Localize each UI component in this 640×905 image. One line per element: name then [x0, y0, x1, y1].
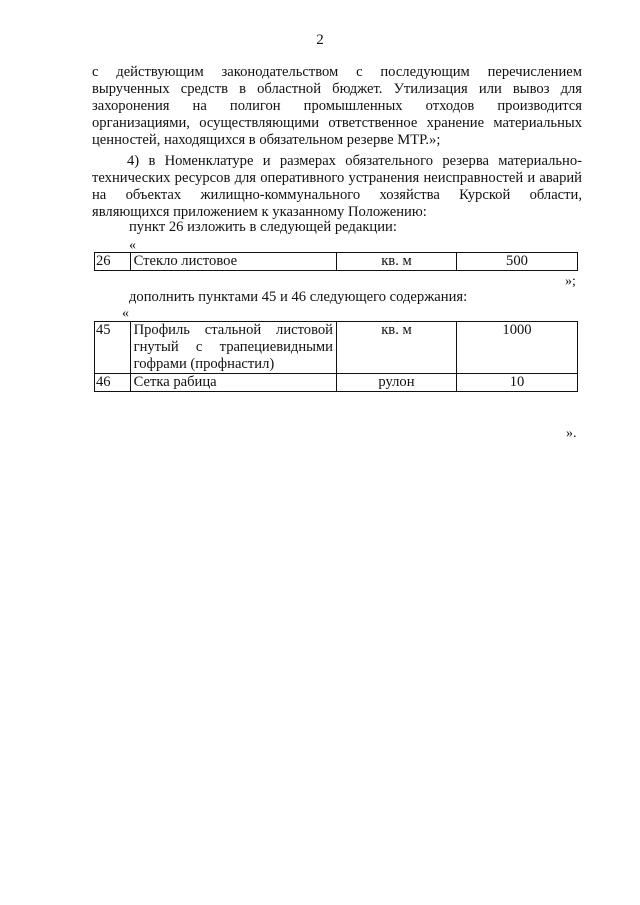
cell-unit: кв. м [336, 322, 456, 374]
table-row [95, 253, 578, 271]
closing-quote-2: ». [566, 426, 577, 441]
table-row [95, 322, 578, 374]
cell-unit: рулон [336, 374, 456, 392]
cell-name: Сетка рабица [130, 374, 336, 392]
paragraph-item-4: 4) в Номенклатуре и размерах обязательного резерва материально-технических ресурсов для оперативного устранения неисправностей и аварий на объектах жилищно-коммунального хозяйства Курской области, являющихся приложением к указанному Положению: [92, 153, 582, 220]
closing-quote-1: »; [565, 274, 576, 289]
cell-quantity: 500 [456, 253, 577, 271]
paragraph-item-26-intro: пункт 26 изложить в следующей редакции: [129, 219, 397, 235]
page-number: 2 [316, 32, 324, 48]
cell-name: Профиль стальной листовой гнутый с трапециевидными гофрами (профнастил) [130, 322, 336, 374]
nomenclature-table-1 [94, 252, 578, 271]
table-row [95, 374, 578, 392]
cell-quantity: 1000 [456, 322, 577, 374]
paragraph-continuation: с действующим законодательством с последующим перечислением вырученных средств в областной бюджет. Утилизация или вывоз для захоронения на полигон промышленных отходов производится организациями, осуществляющими ответственное хранение материальных ценностей, находящихся в обязательном резерве МТР.»; [92, 64, 582, 148]
opening-quote-2: « [122, 306, 129, 321]
cell-name: Стекло листовое [130, 253, 336, 271]
nomenclature-table-2 [94, 321, 578, 392]
cell-number: 45 [95, 322, 131, 374]
cell-number: 26 [95, 253, 131, 271]
paragraph-items-45-46-intro: дополнить пунктами 45 и 46 следующего содержания: [129, 289, 468, 305]
opening-quote-1: « [129, 238, 136, 253]
cell-quantity: 10 [456, 374, 577, 392]
cell-unit: кв. м [336, 253, 456, 271]
cell-number: 46 [95, 374, 131, 392]
